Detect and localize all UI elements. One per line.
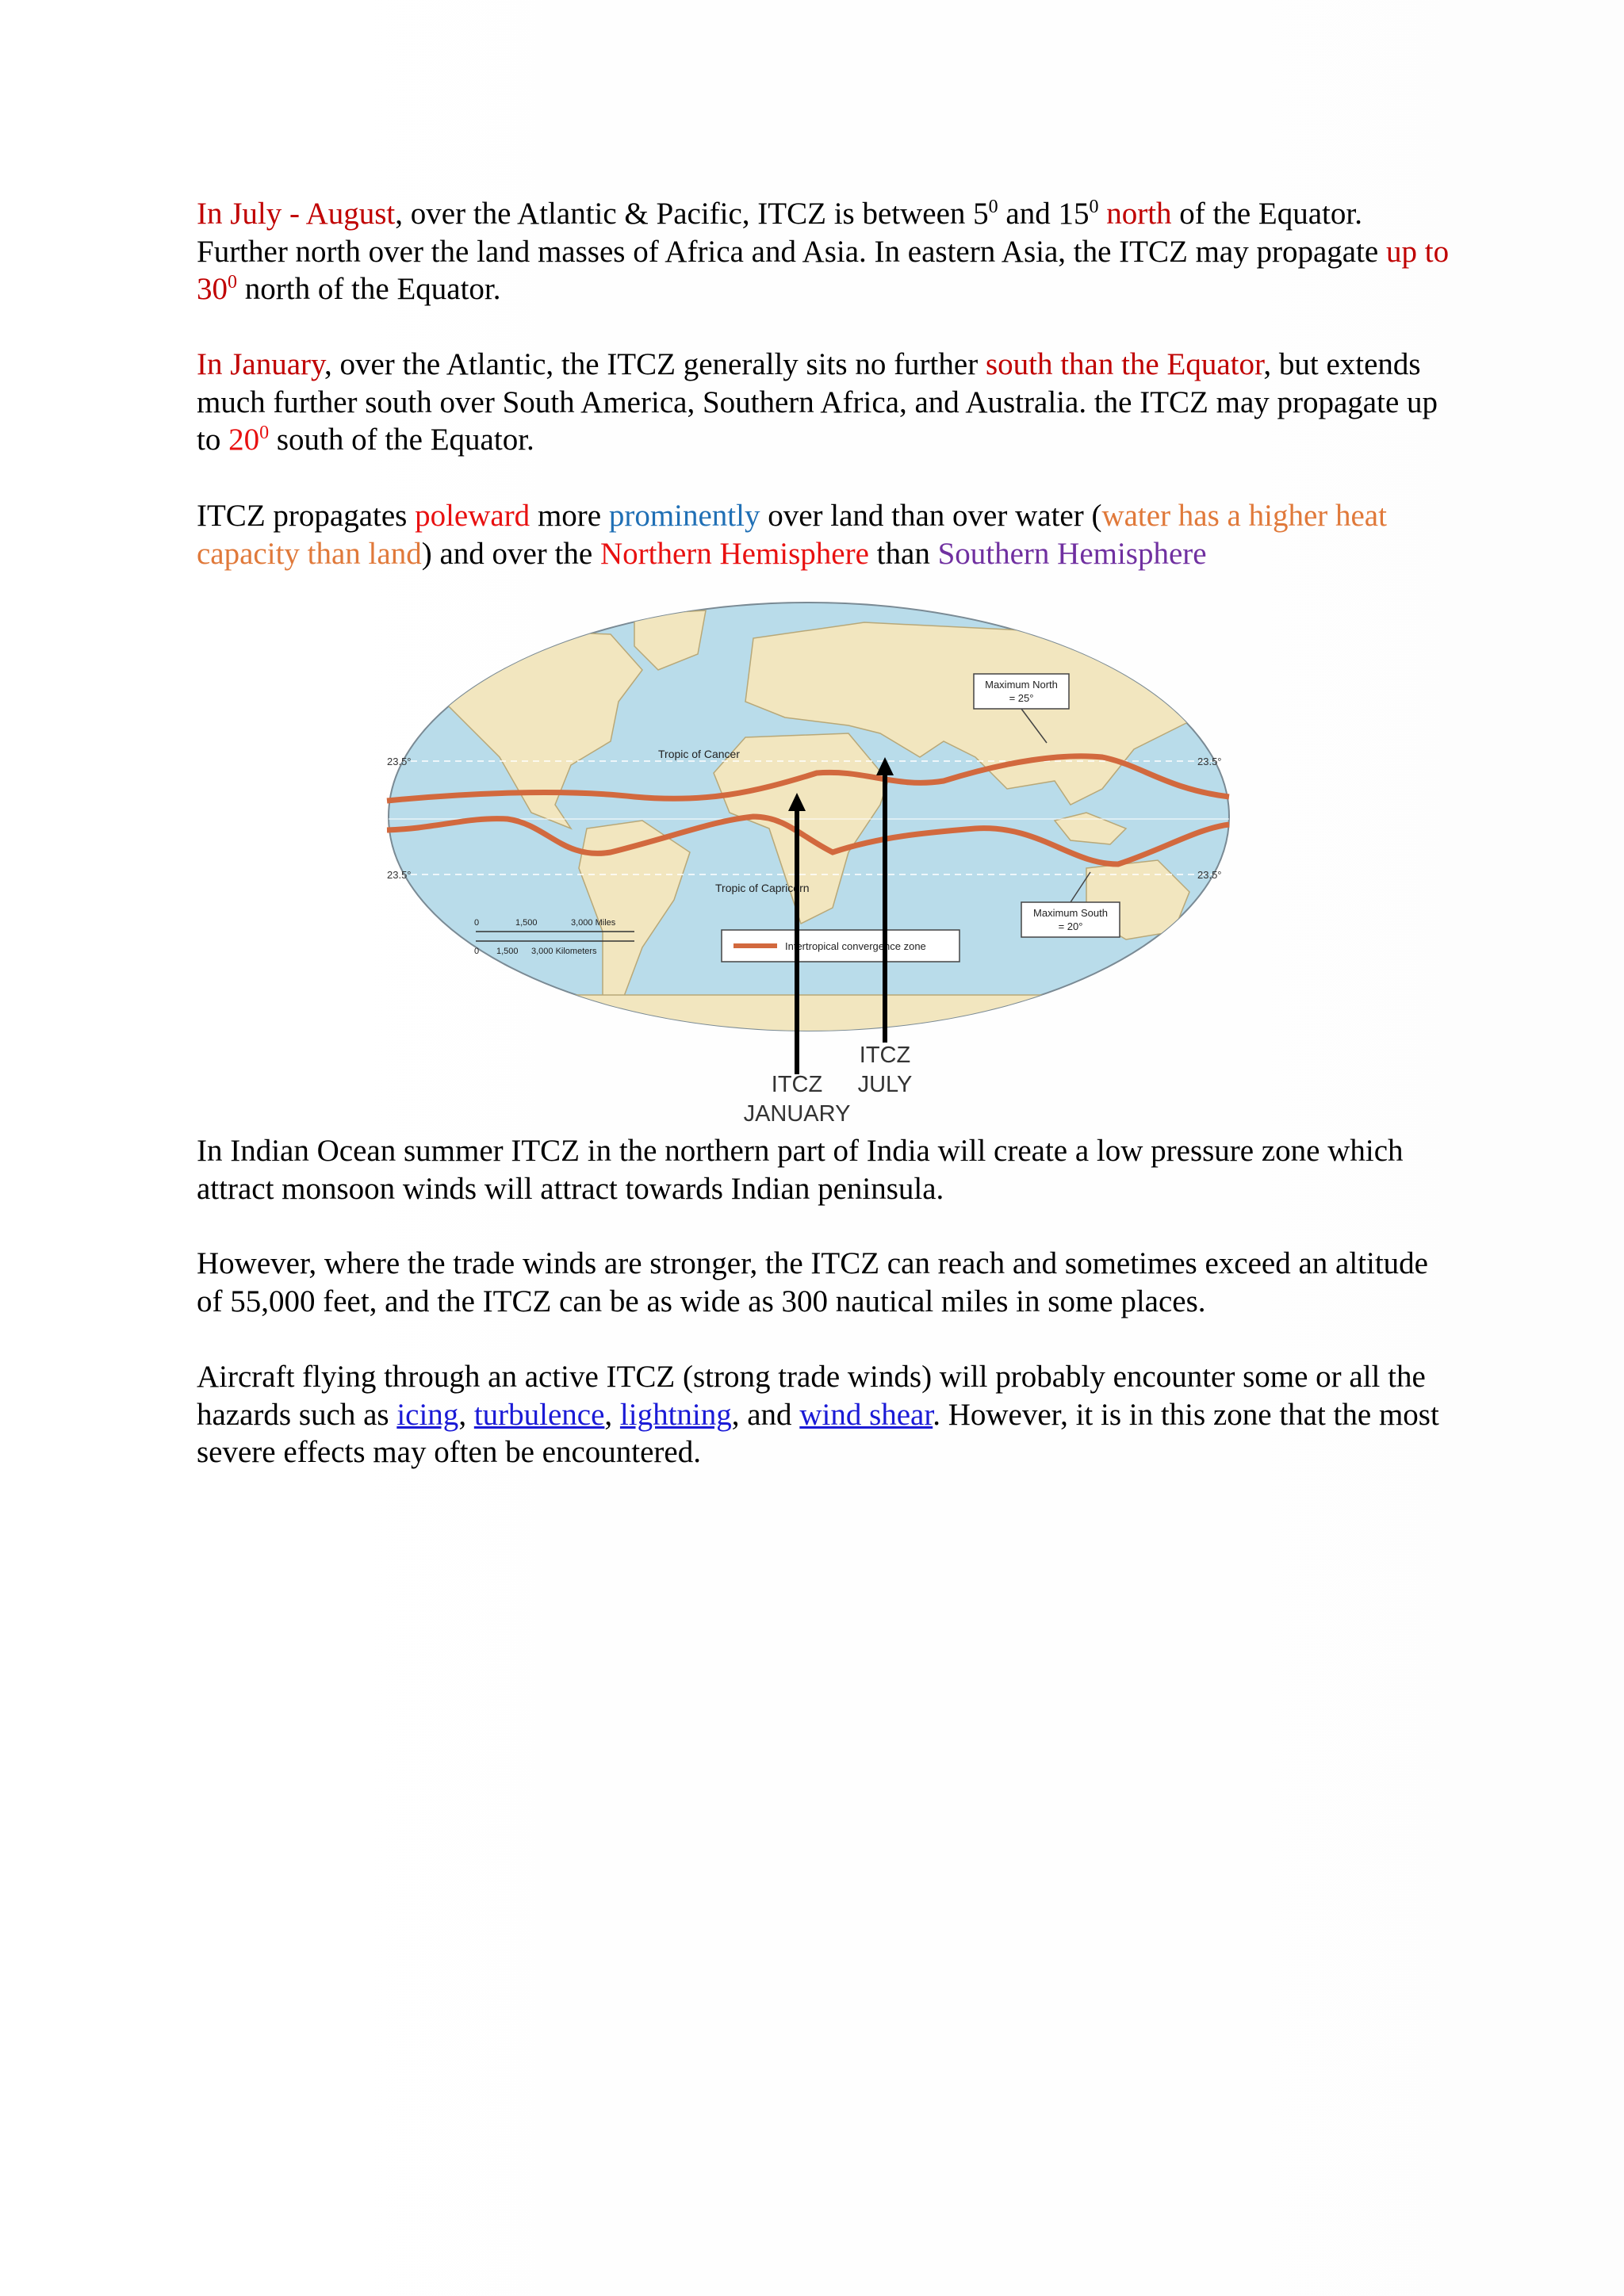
text: , [458, 1397, 474, 1432]
text: over land than over water ( [760, 499, 1102, 533]
text: . However, it is in this zone that the most severe effects may often be encountered. [197, 1397, 1439, 1469]
text: and 15 [998, 197, 1090, 231]
lat-label: 23.5° [1197, 756, 1222, 767]
highlight-southern-hemisphere: Southern Hemisphere [937, 536, 1207, 571]
itcz-january-label: JANUARY [743, 1101, 851, 1126]
scale-label: 0 [474, 947, 480, 956]
superscript: 0 [1089, 197, 1099, 217]
itcz-map-svg [373, 599, 1245, 1126]
scale-label: 0 [474, 918, 480, 928]
text: than [868, 536, 938, 571]
tropic-of-capricorn-label: Tropic of Capricorn [715, 882, 810, 894]
text: , and [731, 1397, 800, 1432]
text: , over the Atlantic & Pacific, ITCZ is between 5 [395, 197, 989, 231]
paragraph-trade-winds [197, 1245, 1450, 1320]
max-south-label: Maximum South [1033, 907, 1108, 919]
max-north-label: Maximum North [985, 679, 1058, 691]
highlight-in-january: In January [197, 347, 324, 381]
superscript: 0 [259, 423, 270, 443]
lat-label: 23.5° [387, 869, 412, 881]
highlight-july-august: In July - August [197, 197, 396, 231]
tropic-of-cancer-label: Tropic of Cancer [658, 748, 740, 760]
text: , over the Atlantic, the ITCZ generally sits no further [324, 347, 986, 381]
text: ITCZ propagates [197, 499, 416, 533]
itcz-july-label: ITCZ [859, 1043, 911, 1068]
superscript: 0 [228, 272, 237, 293]
text: more [530, 499, 609, 533]
paragraph-aircraft-hazards [197, 1358, 1450, 1471]
paragraph-january [197, 346, 1450, 459]
highlight-prominently: prominently [608, 499, 760, 533]
highlight-20: 20 [228, 423, 260, 457]
text: ) and over the [421, 536, 600, 571]
highlight-up-to-30: up to 30 [197, 234, 1450, 306]
max-south-value: = 20° [1058, 920, 1083, 932]
highlight-south-equator: south than the Equator [985, 347, 1264, 381]
lightning-link[interactable]: lightning [619, 1397, 732, 1432]
antarctica-land [436, 995, 1182, 1043]
scale-label: 1,500 [496, 947, 519, 956]
highlight-poleward: poleward [415, 499, 530, 533]
paragraph-poleward [197, 497, 1450, 572]
text: south of the Equator. [269, 423, 534, 457]
highlight-north: north [1106, 197, 1172, 231]
superscript: 0 [988, 197, 998, 217]
text: , [604, 1397, 620, 1432]
itcz-world-map-figure [373, 599, 1245, 1126]
itcz-july-label: JULY [857, 1072, 913, 1097]
paragraph-july-august [197, 195, 1450, 308]
max-north-value: = 25° [1009, 692, 1034, 704]
text: Aircraft flying through an active ITCZ (strong trade winds) will probably encounter some or all the hazards such as [197, 1360, 1426, 1432]
highlight-heat-capacity: water has a higher heat capacity than land [197, 499, 1387, 571]
scale-label: 1,500 [515, 918, 538, 928]
itcz-january-label: ITCZ [771, 1072, 823, 1097]
text: north of the Equator. [237, 272, 501, 306]
scale-label: 3,000 Kilometers [531, 947, 597, 956]
text: However, where the trade winds are stronger, the ITCZ can reach and sometimes exceed an altitude of 55,000 feet, and the ITCZ can be as wide as 300 nautical miles in some places. [197, 1246, 1428, 1318]
text: , but extends much further south over South America, Southern Africa, and Australia. the ITCZ may propagate up to [197, 347, 1438, 457]
legend-label: Intertropical convergence zone [785, 940, 926, 952]
turbulence-link[interactable]: turbulence [473, 1397, 605, 1432]
highlight-northern-hemisphere: Northern Hemisphere [599, 536, 869, 571]
paragraph-indian-ocean [197, 1132, 1450, 1207]
text: of the Equator. Further north over the land masses of Africa and Asia. In eastern Asia, the ITCZ may propagate [197, 197, 1386, 269]
lat-label: 23.5° [387, 756, 412, 767]
text: In Indian Ocean summer ITCZ in the northern part of India will create a low pressure zone which attract monsoon winds will attract towards Indian peninsula. [197, 1134, 1404, 1206]
scale-label: 3,000 Miles [571, 918, 616, 928]
lat-label: 23.5° [1197, 869, 1222, 881]
wind-shear-link[interactable]: wind shear [799, 1397, 933, 1432]
icing-link[interactable]: icing [396, 1397, 459, 1432]
